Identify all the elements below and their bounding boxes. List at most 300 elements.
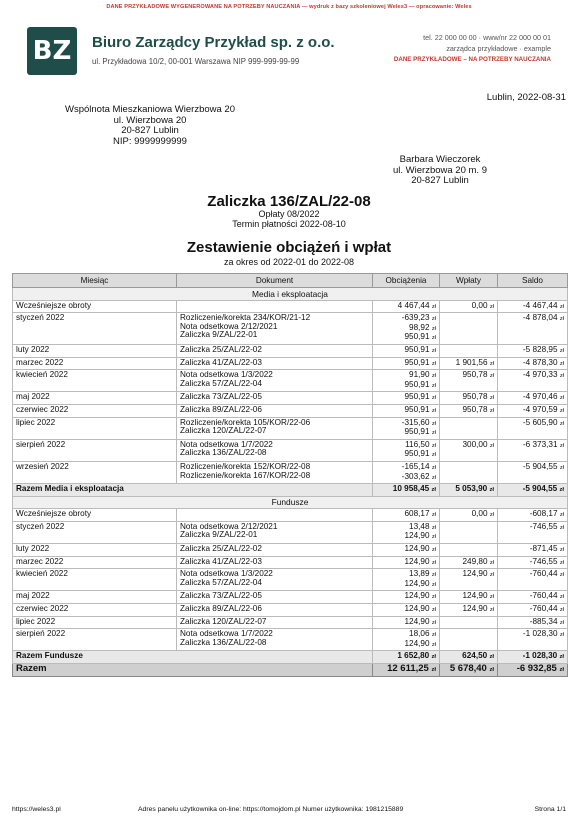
row-documents — [177, 521, 373, 543]
buyer-address-block — [50, 105, 250, 147]
row-document: Rozliczenie/korekta 234/KOR/21-12 — [180, 313, 311, 323]
row-documents — [177, 591, 373, 604]
table-row — [13, 604, 568, 617]
row-charge-value: 950,91 — [404, 344, 430, 354]
buyer-nip: NIP: 9999999999 — [113, 135, 187, 147]
row-payment — [443, 302, 494, 312]
row-charge-value: 124,90 — [404, 638, 430, 648]
recipient-address-block — [340, 155, 540, 187]
summary-charges-amount — [376, 652, 436, 662]
row-payment-value: 0,00 — [471, 509, 488, 519]
row-balance — [498, 544, 568, 557]
row-documents — [177, 313, 373, 345]
row-documents — [177, 616, 373, 629]
currency-label: zł — [559, 667, 564, 673]
row-documents — [177, 556, 373, 569]
company-meta-line1: tel. 22 000 00 00 · www/nr 22 000 00 01 — [423, 33, 551, 42]
row-charge — [376, 473, 436, 483]
row-document: Zaliczka 136/ZAL/22-08 — [180, 448, 267, 458]
row-charges — [373, 591, 440, 604]
row-charge-value: 124,90 — [404, 556, 430, 566]
currency-label: zł — [559, 395, 564, 402]
currency-label: zł — [559, 464, 564, 471]
currency-label: zł — [431, 581, 436, 588]
row-balance-amount-value: -760,44 — [529, 604, 558, 614]
table-row — [13, 392, 568, 405]
row-balance-amount-value: -760,44 — [529, 569, 558, 579]
row-month: kwiecień 2022 — [13, 569, 177, 591]
row-charge — [376, 558, 436, 568]
table-row — [13, 300, 568, 313]
row-balance-amount-value: -885,34 — [529, 616, 558, 626]
row-balance-amount — [501, 605, 564, 615]
currency-label: zł — [489, 373, 494, 380]
row-payments — [440, 556, 498, 569]
section-header-row — [13, 288, 568, 301]
table-row — [13, 521, 568, 543]
row-month: kwiecień 2022 — [13, 370, 177, 392]
currency-label: zł — [559, 373, 564, 380]
row-charges — [373, 556, 440, 569]
row-payments — [440, 569, 498, 591]
row-payment-value: 300,00 — [462, 439, 488, 449]
row-month: Wcześniejsze obroty — [13, 509, 177, 522]
row-balance-amount-value: -4 970,33 — [522, 370, 558, 380]
summary-label: Razem Fundusze — [13, 651, 373, 664]
currency-label: zł — [431, 316, 436, 323]
currency-label: zł — [489, 442, 494, 449]
row-charge-value: -303,62 — [401, 471, 430, 481]
summary-payments-amount-value: 5 053,90 — [455, 484, 488, 494]
row-charge-value: 950,91 — [404, 449, 430, 459]
summary-charges — [373, 484, 440, 497]
row-balance-amount — [501, 441, 564, 451]
table-row — [13, 616, 568, 629]
summary-balance — [498, 651, 568, 664]
row-payment — [443, 359, 494, 369]
row-month: czerwiec 2022 — [13, 404, 177, 417]
row-charge — [376, 346, 436, 356]
row-documents — [177, 300, 373, 313]
currency-label: zł — [489, 360, 494, 367]
row-payments — [440, 629, 498, 651]
currency-label: zł — [431, 347, 436, 354]
row-charge — [376, 605, 436, 615]
row-balance — [498, 629, 568, 651]
row-charge-value: -315,60 — [401, 417, 430, 427]
row-balance-amount — [501, 510, 564, 520]
currency-label: zł — [431, 395, 436, 402]
row-balance — [498, 591, 568, 604]
section-summary-row — [13, 651, 568, 664]
row-balance-amount-value: -4 878,04 — [522, 313, 558, 323]
row-payment — [443, 592, 494, 602]
summary-balance-amount-value: -1 028,30 — [522, 651, 558, 661]
currency-label: zł — [559, 360, 564, 367]
row-balance — [498, 313, 568, 345]
row-documents — [177, 544, 373, 557]
currency-label: zł — [559, 512, 564, 519]
header-charges: Obciążenia — [373, 274, 440, 288]
row-charge-value: 124,90 — [404, 578, 430, 588]
row-balance-amount — [501, 545, 564, 555]
row-charge-value: 950,91 — [404, 404, 430, 414]
row-charges — [373, 392, 440, 405]
row-balance-amount — [501, 592, 564, 602]
row-balance-amount-value: -1 028,30 — [522, 629, 558, 639]
row-charge — [376, 640, 436, 650]
summary-balance — [498, 484, 568, 497]
table-row — [13, 439, 568, 461]
section-summary-row — [13, 484, 568, 497]
row-charge — [376, 333, 436, 343]
row-payments — [440, 521, 498, 543]
total-balance-amount — [501, 665, 564, 675]
currency-label: zł — [559, 407, 564, 414]
row-month: czerwiec 2022 — [13, 604, 177, 617]
summary-balance-amount — [501, 485, 564, 495]
row-document: Zaliczka 9/ZAL/22-01 — [180, 330, 258, 340]
row-document: Zaliczka 89/ZAL/22-06 — [180, 404, 262, 414]
row-payment-value: 0,00 — [471, 300, 488, 310]
table-row — [13, 509, 568, 522]
row-month: wrzesień 2022 — [13, 461, 177, 483]
total-payments — [440, 664, 498, 677]
row-charges — [373, 509, 440, 522]
row-document: Zaliczka 57/ZAL/22-04 — [180, 577, 262, 587]
currency-label: zł — [489, 487, 494, 494]
summary-payments-amount — [443, 652, 494, 662]
document-header — [0, 194, 578, 230]
row-document: Zaliczka 41/ZAL/22-03 — [180, 357, 262, 367]
section-name: Fundusze — [13, 496, 568, 509]
summary-charges-amount — [376, 485, 436, 495]
row-charges — [373, 300, 440, 313]
row-balance — [498, 509, 568, 522]
row-balance-amount — [501, 523, 564, 533]
row-charge-value: 13,89 — [409, 569, 430, 579]
row-charge — [376, 618, 436, 628]
row-month: sierpień 2022 — [13, 629, 177, 651]
document-title: Zaliczka 136/ZAL/22-08 — [207, 193, 371, 210]
row-charges — [373, 521, 440, 543]
row-charge-value: 950,91 — [404, 332, 430, 342]
currency-label: zł — [431, 559, 436, 566]
currency-label: zł — [489, 594, 494, 601]
row-charge-value: 950,91 — [404, 379, 430, 389]
grand-total-row — [13, 664, 568, 677]
row-balance-amount — [501, 406, 564, 416]
row-payments — [440, 417, 498, 439]
row-balance-amount — [501, 314, 564, 324]
row-month: marzec 2022 — [13, 357, 177, 370]
row-balance-amount — [501, 463, 564, 473]
document-date: Lublin, 2022-08-31 — [486, 92, 566, 103]
table-row — [13, 629, 568, 651]
row-charge-value: 18,06 — [409, 629, 430, 639]
row-balance-amount-value: -608,17 — [529, 509, 558, 519]
row-balance-amount — [501, 371, 564, 381]
row-charges — [373, 370, 440, 392]
table-row — [13, 591, 568, 604]
row-document: Zaliczka 120/ZAL/22-07 — [180, 616, 267, 626]
table-row — [13, 313, 568, 345]
row-month: maj 2022 — [13, 392, 177, 405]
row-payments — [440, 509, 498, 522]
row-document: Zaliczka 9/ZAL/22-01 — [180, 530, 258, 540]
row-balance-amount — [501, 618, 564, 628]
row-documents — [177, 357, 373, 370]
row-payment-value: 249,80 — [462, 556, 488, 566]
row-charge-value: 91,90 — [409, 370, 430, 380]
row-charge-value: 608,17 — [404, 509, 430, 519]
row-payments — [440, 392, 498, 405]
row-documents — [177, 509, 373, 522]
row-charge-value: 950,91 — [404, 357, 430, 367]
currency-label: zł — [559, 559, 564, 566]
row-payment — [443, 558, 494, 568]
row-charge-value: 4 467,44 — [397, 300, 430, 310]
row-balance-amount-value: -5 605,90 — [522, 417, 558, 427]
row-balance — [498, 392, 568, 405]
buyer-city: 20-827 Lublin — [121, 125, 179, 136]
currency-label: zł — [559, 487, 564, 494]
row-charges — [373, 417, 440, 439]
currency-label: zł — [489, 407, 494, 414]
currency-label: zł — [431, 335, 436, 342]
row-balance — [498, 616, 568, 629]
row-payments — [440, 344, 498, 357]
header-document: Dokument — [177, 274, 373, 288]
row-payment-value: 950,78 — [462, 370, 488, 380]
row-charge-value: 950,91 — [404, 427, 430, 437]
summary-label: Razem Media i eksploatacja — [13, 484, 373, 497]
row-payment — [443, 406, 494, 416]
row-documents — [177, 344, 373, 357]
row-payment-value: 950,78 — [462, 392, 488, 402]
row-balance-amount-value: -6 373,31 — [522, 439, 558, 449]
row-month: lipiec 2022 — [13, 417, 177, 439]
row-payments — [440, 313, 498, 345]
buyer-street: ul. Wierzbowa 20 — [113, 114, 187, 126]
row-balance — [498, 521, 568, 543]
company-address: ul. Przykładowa 10/2, 00-001 Warszawa NIP 999-999-99-99 — [92, 57, 300, 66]
table-row — [13, 344, 568, 357]
currency-label: zł — [431, 619, 436, 626]
row-balance-amount — [501, 630, 564, 640]
row-charge — [376, 428, 436, 438]
row-document: Zaliczka 89/ZAL/22-06 — [180, 604, 262, 614]
row-document: Nota odsetkowa 1/3/2022 — [180, 569, 273, 579]
row-documents — [177, 370, 373, 392]
row-balance — [498, 404, 568, 417]
total-label: Razem — [13, 664, 373, 677]
currency-label: zł — [431, 641, 436, 648]
summary-payments — [440, 651, 498, 664]
row-charges — [373, 569, 440, 591]
row-balance — [498, 569, 568, 591]
table-row — [13, 404, 568, 417]
row-charges — [373, 439, 440, 461]
row-document: Nota odsetkowa 1/7/2022 — [180, 439, 273, 449]
row-document: Zaliczka 136/ZAL/22-08 — [180, 637, 267, 647]
row-document: Zaliczka 120/ZAL/22-07 — [180, 426, 267, 436]
currency-label: zł — [559, 442, 564, 449]
currency-label: zł — [431, 360, 436, 367]
row-balance-amount — [501, 570, 564, 580]
row-document: Zaliczka 41/ZAL/22-03 — [180, 556, 262, 566]
currency-label: zł — [431, 487, 436, 494]
row-month: maj 2022 — [13, 591, 177, 604]
row-charge — [376, 545, 436, 555]
currency-label: zł — [489, 512, 494, 519]
row-payments — [440, 357, 498, 370]
header-payments: Wpłaty — [440, 274, 498, 288]
row-charge — [376, 532, 436, 542]
row-charges — [373, 604, 440, 617]
table-row — [13, 370, 568, 392]
company-name: Biuro Zarządcy Przykład sp. z o.o. — [92, 34, 335, 51]
section-name: Media i eksploatacja — [13, 288, 568, 301]
currency-label: zł — [559, 654, 564, 661]
table-row — [13, 461, 568, 483]
currency-label: zł — [431, 303, 436, 310]
header-balance: Saldo — [498, 274, 568, 288]
currency-label: zł — [559, 607, 564, 614]
row-payment-value: 1 901,56 — [455, 357, 488, 367]
currency-label: zł — [431, 442, 436, 449]
row-balance-amount-value: -4 970,46 — [522, 392, 558, 402]
row-month: luty 2022 — [13, 344, 177, 357]
total-charges — [373, 664, 440, 677]
sample-data-banner: DANE PRZYKŁADOWE WYGENEROWANE NA POTRZEBY NAUCZANIA — wydruk z bazy szkoleniowej Weles3 — opracowanie: Weles — [106, 4, 472, 10]
recipient-street: ul. Wierzbowa 20 m. 9 — [393, 164, 487, 176]
currency-label: zł — [431, 607, 436, 614]
currency-label: zł — [431, 594, 436, 601]
row-charge — [376, 450, 436, 460]
row-documents — [177, 404, 373, 417]
row-charge-value: 116,50 — [405, 439, 430, 449]
summary-charges — [373, 651, 440, 664]
row-charge-value: 124,90 — [404, 531, 430, 541]
row-charge — [376, 510, 436, 520]
row-month: lipiec 2022 — [13, 616, 177, 629]
summary-charges-amount-value: 1 652,80 — [397, 651, 430, 661]
currency-label: zł — [431, 430, 436, 437]
row-month: styczeń 2022 — [13, 313, 177, 345]
company-logo: BZ — [27, 27, 77, 75]
row-charges — [373, 616, 440, 629]
currency-label: zł — [431, 524, 436, 531]
total-payments-amount — [443, 665, 494, 675]
total-charges-amount — [376, 665, 436, 675]
row-payment-value: 950,78 — [462, 404, 488, 414]
row-balance — [498, 370, 568, 392]
company-meta-notice: DANE PRZYKŁADOWE – NA POTRZEBY NAUCZANIA — [393, 56, 551, 63]
row-document: Nota odsetkowa 2/12/2021 — [180, 521, 278, 531]
row-documents — [177, 392, 373, 405]
buyer-name: Wspólnota Mieszkaniowa Wierzbowa 20 — [64, 104, 236, 115]
row-balance-amount-value: -5 904,55 — [522, 461, 558, 471]
row-charges — [373, 404, 440, 417]
row-balance-amount-value: -871,45 — [529, 544, 558, 554]
row-payments — [440, 461, 498, 483]
row-charge-value: 13,48 — [409, 521, 430, 531]
currency-label: zł — [559, 572, 564, 579]
currency-label: zł — [489, 395, 494, 402]
row-balance — [498, 604, 568, 617]
statement-period: za okres od 2022-01 do 2022-08 — [223, 257, 355, 267]
row-payment-value: 124,90 — [462, 569, 488, 579]
row-balance-amount — [501, 393, 564, 403]
row-documents — [177, 569, 373, 591]
currency-label: zł — [559, 316, 564, 323]
row-month: marzec 2022 — [13, 556, 177, 569]
row-balance-amount — [501, 419, 564, 429]
currency-label: zł — [431, 474, 436, 481]
currency-label: zł — [431, 632, 436, 639]
row-payments — [440, 439, 498, 461]
summary-payments-amount-value: 624,50 — [462, 651, 488, 661]
currency-label: zł — [431, 452, 436, 459]
row-balance-amount-value: -4 878,30 — [522, 357, 558, 367]
row-balance — [498, 300, 568, 313]
company-meta-line2: zarządca przykładowe · example — [446, 44, 551, 53]
row-month: luty 2022 — [13, 544, 177, 557]
row-payment — [443, 393, 494, 403]
currency-label: zł — [489, 667, 494, 673]
row-documents — [177, 439, 373, 461]
row-document: Zaliczka 25/ZAL/22-02 — [180, 544, 262, 554]
row-charge — [376, 592, 436, 602]
row-balance-amount-value: -746,55 — [529, 556, 558, 566]
row-charge-value: 124,90 — [404, 604, 430, 614]
currency-label: zł — [559, 547, 564, 554]
row-payments — [440, 604, 498, 617]
row-charge — [376, 406, 436, 416]
row-balance-amount-value: -4 970,59 — [522, 404, 558, 414]
currency-label: zł — [431, 325, 436, 332]
row-payment — [443, 371, 494, 381]
row-payments — [440, 616, 498, 629]
document-fees: Opłaty 08/2022 — [258, 209, 320, 219]
company-meta — [394, 32, 551, 65]
row-document: Zaliczka 57/ZAL/22-04 — [180, 378, 262, 388]
currency-label: zł — [559, 303, 564, 310]
row-charges — [373, 629, 440, 651]
row-charge-value: 124,90 — [404, 591, 430, 601]
row-document: Rozliczenie/korekta 105/KOR/22-06 — [180, 417, 311, 427]
row-charge-value: 950,91 — [404, 392, 430, 402]
currency-label: zł — [489, 559, 494, 566]
row-payment — [443, 605, 494, 615]
row-payments — [440, 370, 498, 392]
summary-payments — [440, 484, 498, 497]
row-payment — [443, 510, 494, 520]
row-balance-amount-value: -4 467,44 — [522, 300, 558, 310]
row-documents — [177, 604, 373, 617]
row-document: Zaliczka 25/ZAL/22-02 — [180, 344, 262, 354]
total-payments-amount-value: 5 678,40 — [449, 663, 487, 674]
currency-label: zł — [489, 572, 494, 579]
currency-label: zł — [559, 594, 564, 601]
row-charges — [373, 357, 440, 370]
row-payments — [440, 591, 498, 604]
row-balance — [498, 357, 568, 370]
row-balance-amount — [501, 346, 564, 356]
row-payments — [440, 300, 498, 313]
currency-label: zł — [431, 407, 436, 414]
